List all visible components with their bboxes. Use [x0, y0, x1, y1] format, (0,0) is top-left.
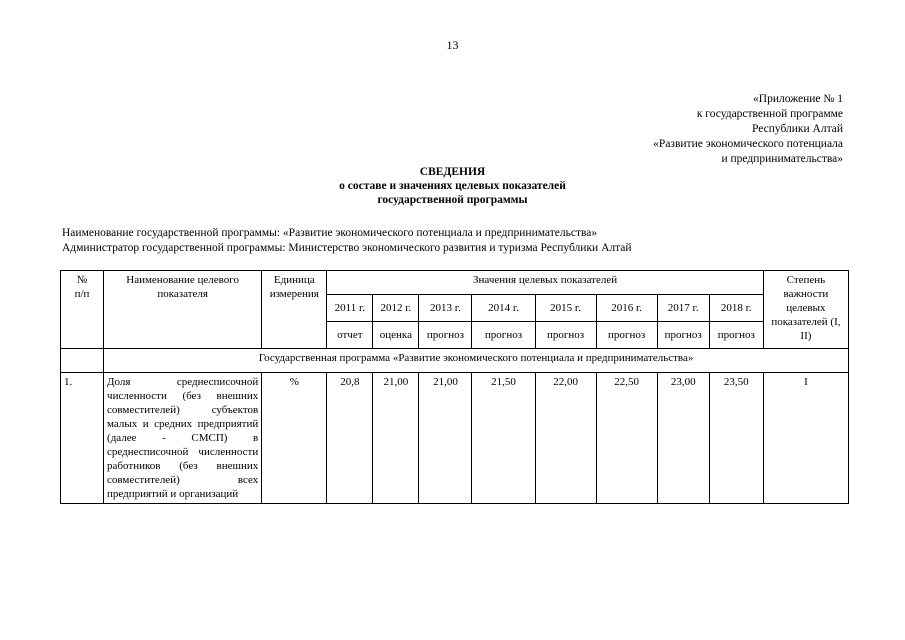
program-row-spacer — [61, 349, 104, 373]
row-unit: % — [262, 373, 327, 504]
row-number: 1. — [61, 373, 104, 504]
row-value: 22,00 — [535, 373, 596, 504]
row-value: 21,00 — [373, 373, 419, 504]
appendix-line: «Развитие экономического потенциала — [653, 138, 843, 150]
header-indicator-name: Наименование целевого показателя — [104, 271, 262, 349]
indicators-table — [60, 270, 849, 504]
header-year: 2016 г. — [596, 295, 657, 322]
title-line: СВЕДЕНИЯ — [419, 166, 486, 178]
program-administrator: Администратор государственной программы: Министерство экономического развития и туризма Республики Алтай — [62, 242, 632, 254]
header-values-group: Значения целевых показателей — [327, 271, 764, 295]
header-status: прогноз — [596, 322, 657, 349]
document-title — [0, 165, 905, 207]
header-year: 2014 г. — [472, 295, 535, 322]
header-status: прогноз — [535, 322, 596, 349]
title-line: о составе и значениях целевых показателей — [339, 180, 566, 192]
program-info — [62, 226, 632, 256]
row-value: 20,8 — [327, 373, 373, 504]
appendix-line: Республики Алтай — [751, 123, 843, 135]
table-row — [61, 373, 849, 504]
header-year: 2011 г. — [327, 295, 373, 322]
row-value: 21,50 — [472, 373, 535, 504]
header-status: прогноз — [419, 322, 472, 349]
header-status: оценка — [373, 322, 419, 349]
header-year: 2015 г. — [535, 295, 596, 322]
page-number: 13 — [446, 38, 459, 52]
appendix-line: «Приложение № 1 — [753, 93, 843, 105]
header-unit: Единица измерения — [262, 271, 327, 349]
header-importance: Степень важности целевых показателей (I, II) — [763, 271, 848, 349]
appendix-line: к государственной программе — [696, 108, 843, 120]
title-line: государственной программы — [377, 194, 528, 206]
header-year: 2013 г. — [419, 295, 472, 322]
header-year: 2017 г. — [657, 295, 709, 322]
header-status: отчет — [327, 322, 373, 349]
header-status: прогноз — [709, 322, 763, 349]
row-value: 23,50 — [709, 373, 763, 504]
program-row: Государственная программа «Развитие экономического потенциала и предпринимательства» — [104, 349, 849, 373]
row-value: 21,00 — [419, 373, 472, 504]
header-status: прогноз — [657, 322, 709, 349]
header-status: прогноз — [472, 322, 535, 349]
header-number: № п/п — [61, 271, 104, 349]
appendix-line: и предпринимательства» — [721, 153, 843, 165]
row-value: 23,00 — [657, 373, 709, 504]
header-year: 2012 г. — [373, 295, 419, 322]
row-indicator-name: Доля среднесписочной численности (без внешних совместителей) субъектов малых и средних предприятий (далее - СМСП) в среднесписочной численности работников (без внешних совместителей) всех предприятий и организаций — [104, 373, 262, 504]
appendix-note — [653, 92, 843, 167]
header-year: 2018 г. — [709, 295, 763, 322]
row-importance: I — [763, 373, 848, 504]
row-value: 22,50 — [596, 373, 657, 504]
program-name: Наименование государственной программы: «Развитие экономического потенциала и предпринимательства» — [62, 227, 598, 239]
